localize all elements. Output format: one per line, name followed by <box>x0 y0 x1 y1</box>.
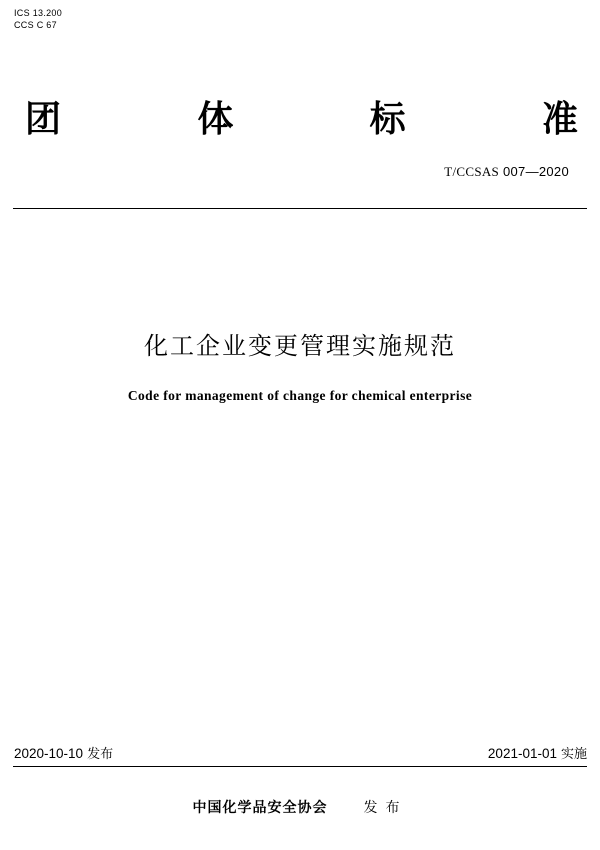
standard-number-value: 007—2020 <box>502 164 569 179</box>
standard-type-char-2: 体 <box>197 99 234 140</box>
publisher-organization: 中国化学品安全协会 <box>192 800 328 816</box>
standard-type-heading <box>25 98 578 142</box>
implement-date: 2021-01-01 <box>487 746 557 761</box>
implement-label: 实施 <box>560 747 587 762</box>
title-chinese: 化工企业变更管理实施规范 <box>144 332 456 360</box>
standard-type-char-4: 准 <box>541 99 578 140</box>
release-date-line <box>14 746 113 763</box>
release-label: 发布 <box>87 747 114 762</box>
ics-code: ICS 13.200 <box>14 8 63 18</box>
release-date: 2020-10-10 <box>14 746 84 761</box>
classification-codes <box>14 7 62 31</box>
standard-number <box>444 164 569 180</box>
top-divider <box>13 208 587 209</box>
standard-type-char-3: 标 <box>369 99 406 140</box>
bottom-divider <box>13 766 587 767</box>
publisher-line <box>0 799 600 817</box>
implement-date-line <box>488 746 587 763</box>
standard-number-prefix: T/CCSAS <box>444 164 500 179</box>
standard-type-char-1: 团 <box>25 99 62 140</box>
publisher-action: 发布 <box>363 800 408 816</box>
ccs-code: CCS C 67 <box>14 20 57 30</box>
title-english: Code for management of change for chemical enterprise <box>127 388 473 403</box>
